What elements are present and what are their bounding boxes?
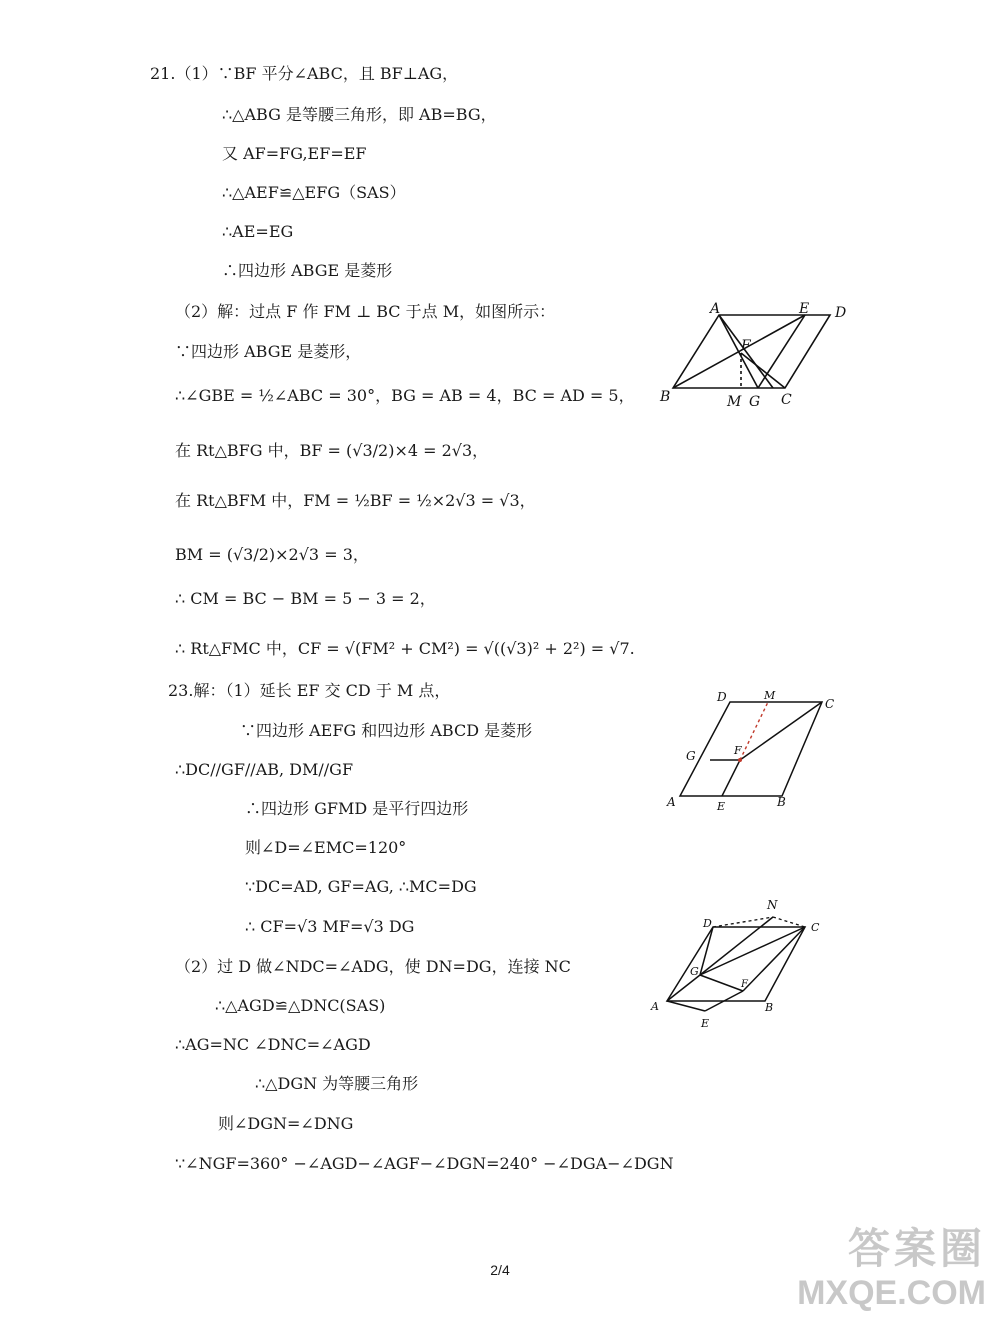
q21-label-F: F — [741, 338, 751, 354]
q23f1-label-C: C — [825, 697, 835, 711]
q23-line-11: ∴△DGN 为等腰三角形 — [255, 1074, 419, 1093]
q21-label-D: D — [835, 305, 847, 321]
watermark-cn: 答案圈 — [847, 1225, 986, 1272]
q23f2-label-B: B — [765, 1001, 774, 1014]
q21-line-2: ∴△ABG 是等腰三角形，即 AB=BG， — [222, 105, 497, 124]
q23-figure-1 — [662, 688, 842, 818]
q23f2-label-C: C — [811, 921, 820, 934]
q23-line-10: ∴AG=NC ∠DNC=∠AGD — [175, 1035, 371, 1054]
q21-label-E: E — [799, 301, 810, 317]
q23-line-2: ∵四边形 AEFG 和四边形 ABCD 是菱形 — [240, 721, 533, 740]
q21-line-8: ∵四边形 ABGE 是菱形， — [175, 342, 362, 361]
q23f2-label-G: G — [690, 965, 699, 978]
q23-line-5: 则∠D=∠EMC=120° — [245, 838, 407, 857]
page-number: 2/4 — [490, 1262, 510, 1278]
watermark-url: MXQE.COM — [797, 1274, 986, 1312]
q23-line-12: 则∠DGN=∠DNG — [218, 1114, 354, 1133]
q23-line-13: ∵∠NGF=360° −∠AGD−∠AGF−∠DGN=240° −∠DGA−∠DGN — [175, 1154, 674, 1173]
q21-line-14: ∴ Rt△FMC 中，CF = √(FM² + CM²) = √((√3)² + 2²) = √7. — [175, 639, 635, 658]
q23-line-7: ∴ CF=√3 MF=√3 DG — [245, 917, 415, 936]
q23f1-label-D: D — [717, 690, 727, 704]
q21-line-1: 21.（1）∵BF 平分∠ABC，且 BF⊥AG， — [150, 64, 459, 83]
q23f1-label-F: F — [734, 744, 742, 757]
q21-figure — [655, 298, 855, 408]
q23-line-1: 23.解：（1）延长 EF 交 CD 于 M 点， — [168, 681, 451, 700]
q21-line-4: ∴△AEF≌△EFG（SAS） — [222, 183, 406, 202]
q21-line-11: 在 Rt△BFM 中，FM = ½BF = ½×2√3 = √3， — [175, 491, 536, 510]
q21-label-G: G — [749, 394, 761, 408]
q23f1-label-M: M — [764, 689, 776, 702]
q23-line-8: （2）过 D 做∠NDC=∠ADG，使 DN=DG，连接 NC — [175, 957, 571, 976]
q21-line-10: 在 Rt△BFG 中，BF = (√3/2)×4 = 2√3， — [175, 441, 489, 460]
q21-line-13: ∴ CM = BC − BM = 5 − 3 = 2， — [175, 589, 436, 608]
q23f2-label-F: F — [741, 979, 748, 990]
q23-line-3: ∴DC//GF//AB, DM//GF — [175, 760, 354, 779]
q21-label-C: C — [781, 392, 792, 408]
q23f1-label-E: E — [717, 800, 726, 813]
q23-line-9: ∴△AGD≌△DNC(SAS) — [215, 996, 386, 1015]
q23f1-label-B: B — [777, 795, 786, 809]
q23f2-label-D: D — [703, 917, 712, 930]
q21-line-7: （2）解：过点 F 作 FM ⊥ BC 于点 M，如图所示： — [175, 302, 556, 321]
q21-line-5: ∴AE=EG — [222, 222, 294, 241]
q23f1-label-A: A — [667, 795, 676, 809]
q21-line-3: 又 AF=FG,EF=EF — [222, 144, 367, 163]
q23-line-6: ∵DC=AD, GF=AG, ∴MC=DG — [245, 877, 477, 896]
q21-line-9: ∴∠GBE = ½∠ABC = 30°，BG = AB = 4，BC = AD = 5， — [175, 386, 635, 405]
q21-label-B: B — [660, 389, 671, 405]
q21-line-6: ∴四边形 ABGE 是菱形 — [222, 261, 393, 280]
q21-label-M: M — [727, 394, 742, 408]
q21-label-A: A — [710, 301, 721, 317]
q21-line-12: BM = (√3/2)×2√3 = 3， — [175, 545, 369, 564]
q23-figure-2 — [645, 895, 835, 1035]
q23-line-4: ∴四边形 GFMD 是平行四边形 — [245, 799, 469, 818]
q23f1-label-G: G — [686, 749, 696, 763]
q23f2-label-E: E — [701, 1017, 710, 1030]
q23f2-label-A: A — [651, 1000, 659, 1013]
q23f2-label-N: N — [767, 898, 778, 912]
watermark — [797, 1225, 986, 1313]
